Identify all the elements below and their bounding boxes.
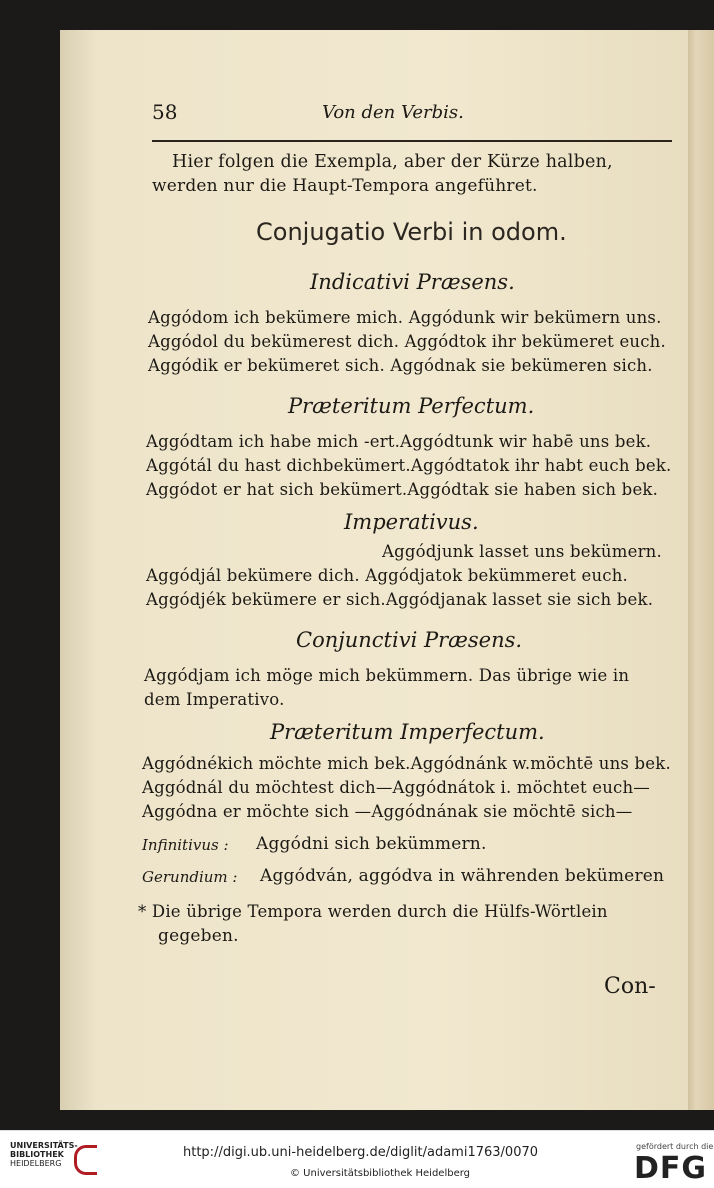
text-line: Aggódnékich möchte mich bek.Aggódnánk w.möchtē uns bek.: [142, 754, 671, 773]
running-head: Von den Verbis.: [322, 102, 464, 123]
text-line: Aggódjék bekümere er sich.Aggódjanak lasset sie sich bek.: [146, 590, 654, 609]
text-line: Aggótál du hast dichbekümert.Aggódtatok ihr habt euch bek.: [146, 456, 672, 475]
header-rule: [152, 140, 672, 142]
infinitive-label: Infinitivus :: [142, 836, 229, 854]
viewer-footer: [0, 1130, 714, 1188]
text-line: dem Imperativo.: [144, 690, 285, 709]
section-conjunctiv: Conjunctivi Præsens.: [296, 628, 523, 652]
page-title: Conjugatio Verbi in odom.: [256, 218, 567, 246]
text-line: Aggódik er bekümeret sich. Aggódnak sie bekümeren sich.: [148, 356, 653, 375]
intro-line-2: werden nur die Haupt-Tempora angeführet.: [152, 176, 538, 196]
text-line: Aggódtam ich habe mich -ert.Aggódtunk wir habē uns bek.: [146, 432, 652, 451]
section-perfect: Præteritum Perfectum.: [288, 394, 535, 418]
text-line: Aggódjunk lasset uns bekümern.: [382, 542, 662, 561]
text-line: Aggódnál du möchtest dich—Aggódnátok i. möchtet euch—: [142, 778, 651, 797]
funding-note: gefördert durch die: [636, 1142, 714, 1151]
catchword: Con-: [604, 974, 656, 999]
dfg-logo: DFG: [634, 1151, 708, 1186]
text-line: Aggódjam ich möge mich bekümmern. Das übrige wie in: [144, 666, 630, 685]
intro-line-1: Hier folgen die Exempla, aber der Kürze halben,: [172, 152, 613, 172]
text-line: Aggódom ich bekümere mich. Aggódunk wir bekümern uns.: [148, 308, 662, 327]
text-line: Aggódol du bekümerest dich. Aggódtok ihr bekümeret euch.: [148, 332, 666, 351]
book-page: [60, 30, 688, 1110]
gerund-label: Gerundium :: [142, 868, 238, 886]
gerund-text: Aggódván, aggódva in währenden bekümeren: [260, 866, 665, 886]
text-line: Aggódjál bekümere dich. Aggódjatok bekümmeret euch.: [146, 566, 629, 585]
infinitive-text: Aggódni sich bekümmern.: [256, 834, 487, 854]
text-line: Aggódna er möchte sich —Aggódnának sie möchtē sich—: [142, 802, 633, 821]
copyright: © Universitätsbibliothek Heidelberg: [290, 1168, 471, 1179]
adjacent-page-edge: [684, 30, 714, 1110]
section-imperativ: Imperativus.: [344, 510, 479, 534]
library-name-1: UNIVERSITÄTS-: [10, 1141, 78, 1150]
permalink[interactable]: http://digi.ub.uni-heidelberg.de/diglit/adami1763/0070: [183, 1145, 539, 1160]
section-indicativ: Indicativi Præsens.: [310, 270, 515, 294]
footnote-line-2: gegeben.: [158, 926, 239, 946]
library-name-2: BIBLIOTHEK: [10, 1150, 64, 1159]
page-number: 58: [152, 100, 178, 124]
section-imperfect: Præteritum Imperfectum.: [270, 720, 545, 744]
library-name-3: HEIDELBERG: [10, 1159, 62, 1168]
text-line: Aggódot er hat sich bekümert.Aggódtak sie haben sich bek.: [146, 480, 659, 499]
footnote-line-1: * Die übrige Tempora werden durch die Hülfs-Wörtlein: [138, 902, 608, 921]
